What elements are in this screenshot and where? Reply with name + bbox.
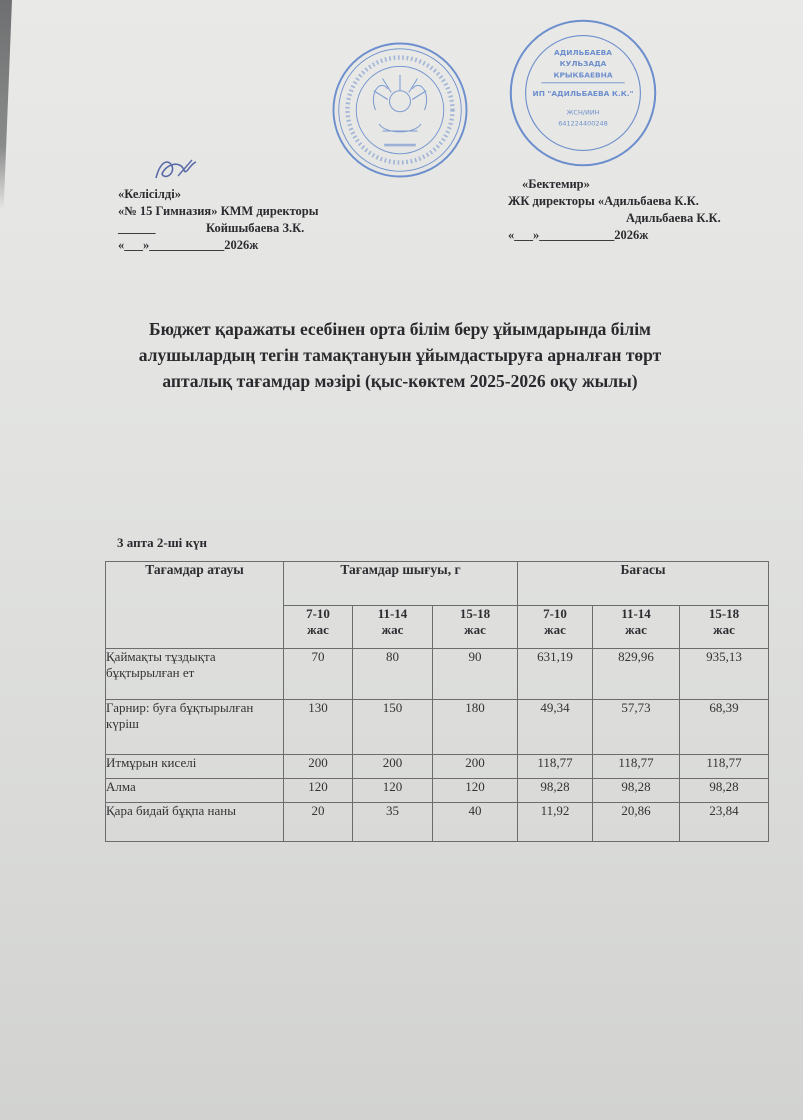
price-15-18: 68,39 <box>680 700 769 755</box>
age-unit: жас <box>544 621 566 637</box>
approval-left-signatory <box>118 220 378 237</box>
approval-left-date-blank: «___»____________ <box>118 238 225 252</box>
approval-right-position: ЖК директоры «Адильбаева К.К. <box>508 194 699 208</box>
stamp-right-ip-line: ИП "АДИЛЬБАЕВА К.К." <box>532 88 634 98</box>
age-unit: жас <box>625 621 647 637</box>
price-11-14: 118,77 <box>593 755 680 779</box>
approval-left-name: Койшыбаева З.К. <box>206 221 305 235</box>
age-unit: жас <box>713 621 735 637</box>
yield-15-18: 200 <box>433 755 518 779</box>
approval-right-name: Адильбаева К.К. <box>626 211 721 225</box>
dish-name: Қара бидай бұқпа наны <box>106 803 284 842</box>
yield-11-14: 200 <box>353 755 433 779</box>
dish-name: Итмұрын киселі <box>106 755 284 779</box>
stamp-right-iin-label: ЖСН/ИИН <box>566 108 600 117</box>
signature-mark <box>150 154 210 184</box>
stamp-right-iin: 641224400248 <box>558 119 608 128</box>
document-title <box>100 316 700 394</box>
price-7-10: 118,77 <box>518 755 593 779</box>
age-range: 7-10 <box>306 605 330 621</box>
scan-edge-shadow <box>0 0 12 210</box>
yield-15-18: 40 <box>433 803 518 842</box>
approval-right-date <box>508 227 788 244</box>
menu-table <box>105 561 769 842</box>
yield-7-10: 120 <box>284 779 353 803</box>
price-7-10: 631,19 <box>518 649 593 700</box>
header-yield-group: Тағамдар шығуы, г <box>284 562 518 606</box>
header-price-group: Бағасы <box>518 562 769 606</box>
yield-15-18: 120 <box>433 779 518 803</box>
price-15-18: 23,84 <box>680 803 769 842</box>
table-row <box>106 755 769 779</box>
title-line-2: алушылардың тегін тамақтануын ұйымдастыруға арналған төрт <box>138 345 662 365</box>
table-row <box>106 700 769 755</box>
yield-11-14: 35 <box>353 803 433 842</box>
yield-7-10: 20 <box>284 803 353 842</box>
stamp-right-ip <box>508 18 658 168</box>
approval-left-sign-line: ______ <box>118 221 156 235</box>
header-yield-age-7-10 <box>284 605 353 649</box>
price-15-18: 98,28 <box>680 779 769 803</box>
table-row <box>106 779 769 803</box>
dish-name: Гарнир: буға бұқтырылған күріш <box>106 700 284 755</box>
age-range: 15-18 <box>459 605 491 621</box>
title-line-1: Бюджет қаражаты есебінен орта білім беру ұйымдарында білім <box>149 319 651 339</box>
approval-left-position: «№ 15 Гимназия» КММ директоры <box>118 204 319 218</box>
header-price-age-15-18 <box>680 605 769 649</box>
header-yield-age-11-14 <box>353 605 433 649</box>
yield-7-10: 200 <box>284 755 353 779</box>
price-7-10: 11,92 <box>518 803 593 842</box>
dish-name: Қаймақты тұздықта бұқтырылған ет <box>106 649 284 700</box>
yield-11-14: 120 <box>353 779 433 803</box>
yield-7-10: 70 <box>284 649 353 700</box>
age-unit: жас <box>464 621 486 637</box>
age-unit: жас <box>381 621 404 637</box>
age-range: 7-10 <box>543 605 567 621</box>
yield-15-18: 90 <box>433 649 518 700</box>
approval-right-company: «Бектемир» <box>522 177 590 191</box>
price-11-14: 57,73 <box>593 700 680 755</box>
title-line-3: апталық тағамдар мәзірі (қыс-көктем 2025-2026 оқу жылы) <box>162 371 638 391</box>
yield-7-10: 130 <box>284 700 353 755</box>
age-range: 11-14 <box>621 605 651 621</box>
header-dish-name: Тағамдар атауы <box>106 562 284 649</box>
stamp-left-emblem <box>330 40 470 180</box>
price-15-18: 935,13 <box>680 649 769 700</box>
stamp-right-name-3: КРЫКБАЕВНА <box>553 70 613 80</box>
yield-15-18: 180 <box>433 700 518 755</box>
price-11-14: 98,28 <box>593 779 680 803</box>
price-11-14: 829,96 <box>593 649 680 700</box>
header-price-age-11-14 <box>593 605 680 649</box>
age-range: 11-14 <box>377 605 408 621</box>
price-7-10: 49,34 <box>518 700 593 755</box>
approval-left-date <box>118 237 378 254</box>
price-15-18: 118,77 <box>680 755 769 779</box>
header-yield-age-15-18 <box>433 605 518 649</box>
dish-name: Алма <box>106 779 284 803</box>
table-row <box>106 803 769 842</box>
week-day-label: 3 апта 2-ші күн <box>117 535 208 550</box>
stamp-right-name-1: АДИЛЬБАЕВА <box>553 48 613 58</box>
age-range: 15-18 <box>708 605 740 621</box>
price-7-10: 98,28 <box>518 779 593 803</box>
yield-11-14: 80 <box>353 649 433 700</box>
approval-right-date-blank: «___»____________ <box>508 228 615 242</box>
price-11-14: 20,86 <box>593 803 680 842</box>
table-row <box>106 649 769 700</box>
header-price-age-7-10 <box>518 605 593 649</box>
stamp-right-name-2: КУЛЬЗАДА <box>559 59 607 69</box>
approval-left-label: «Келісілді» <box>118 187 181 201</box>
approval-left-year: 2026ж <box>224 238 259 252</box>
yield-11-14: 150 <box>353 700 433 755</box>
approval-block-left <box>118 186 378 254</box>
age-unit: жас <box>307 621 329 637</box>
approval-right-year: 2026ж <box>614 228 649 242</box>
approval-block-right <box>508 176 788 244</box>
